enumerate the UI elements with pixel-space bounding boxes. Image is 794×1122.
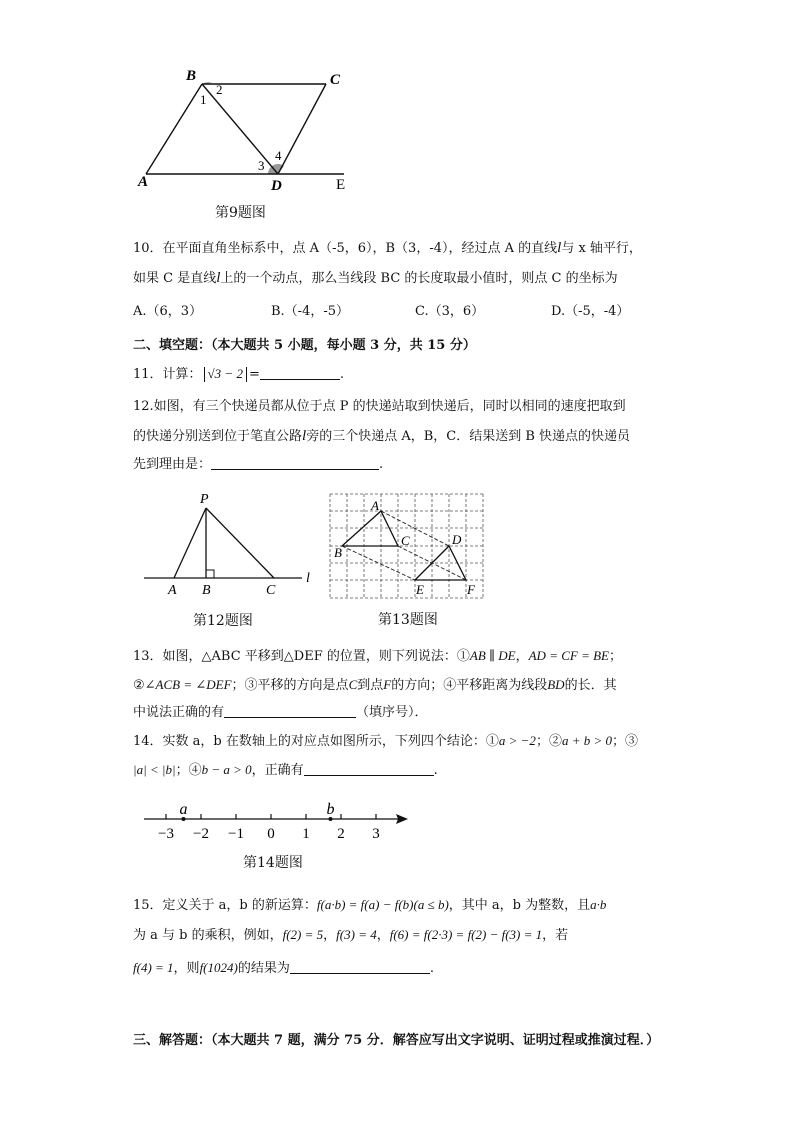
label-2: 2 — [216, 82, 223, 97]
q15-line1: 15．定义关于 a，b 的新运算：f(a·b) = f(a) − f(b)(a ≤ b)，其中 a，b 为整数，且a·b — [133, 897, 607, 913]
section-3-title: 三、解答题：（本大题共 7 题，满分 75 分．解答应写出文字说明、证明过程或推演过程．） — [133, 1033, 660, 1048]
label-4: 4 — [275, 148, 282, 163]
label-a: a — [179, 801, 188, 818]
q12-line1: 12.如图，有三个快递员都从位于点 P 的快递站取到快递后，同时以相同的速度把取到 — [133, 399, 626, 414]
triangle-ABC — [342, 511, 398, 546]
figure-9 — [130, 62, 370, 197]
q14-line1: 14．实数 a，b 在数轴上的对应点如图所示，下列四个结论：①a > −2；②a + b > 0；③ — [133, 733, 639, 749]
q14-line2: |a| < |b|；④b − a > 0，正确有 . — [133, 762, 438, 778]
label-C: C — [266, 583, 276, 598]
q11-abs-expression: √3 − 2 — [204, 367, 247, 382]
q10-line2: 如果 C 是直线l上的一个动点，那么当线段 BC 的长度取最小值时，则点 C 的坐标为 — [133, 270, 618, 286]
label-C: C — [330, 72, 341, 88]
label-A: A — [168, 583, 177, 598]
q13-answer-blank[interactable] — [224, 703, 356, 718]
q11-answer-blank[interactable] — [260, 365, 340, 380]
label-B: B — [334, 545, 342, 560]
q12-answer-blank[interactable] — [211, 455, 379, 470]
label-P: P — [200, 492, 209, 507]
q13-line2: ②∠ACB = ∠DEF；③平移的方向是点C到点F的方向；④平移距离为线段BD的长．其 — [133, 677, 617, 693]
label-B: B — [202, 583, 211, 598]
section-2-title: 二、填空题：（本大题共 5 小题，每小题 3 分，共 15 分） — [133, 338, 476, 353]
tick-label: 3 — [372, 826, 380, 842]
figure-9-caption: 第9题图 — [215, 205, 266, 221]
q13-line3: 中说法正确的有 （填序号）． — [133, 705, 428, 720]
q10-options — [133, 300, 653, 320]
tick-label: −3 — [158, 826, 174, 842]
label-F: F — [467, 582, 475, 597]
q15-answer-blank[interactable] — [290, 959, 430, 974]
figure-12 — [138, 490, 318, 600]
q14-answer-blank[interactable] — [304, 761, 434, 776]
tick-label: 1 — [302, 826, 310, 842]
tick-label: −1 — [228, 826, 244, 842]
label-b: b — [326, 801, 335, 818]
q10-option-b: B.（-4，-5） — [271, 304, 350, 319]
label-3: 3 — [258, 158, 265, 173]
label-l: l — [306, 571, 310, 586]
label-A: A — [371, 498, 379, 513]
figure-12-caption: 第12题图 — [193, 613, 253, 629]
q11-line: 11．计算： √3 − 2 = . — [133, 366, 345, 382]
figure-14-caption: 第14题图 — [243, 855, 303, 871]
q10-option-a: A.（6，3） — [133, 304, 203, 319]
q12-line2: 的快递分别送到位于笔直公路l旁的三个快递点 A，B，C．结果送到 B 快递点的快递员 — [133, 428, 631, 444]
q13-line1: 13．如图，△ABC 平移到△DEF 的位置，则下列说法：①AB ∥ DE，AD = CF = BE； — [133, 648, 622, 664]
segment-BD — [202, 84, 278, 174]
figure-14-number-line — [140, 794, 420, 846]
segment-PA — [174, 508, 206, 578]
q10-line1: 10．在平面直角坐标系中，点 A（-5，6），B（3，-4），经过点 A 的直线l与 x 轴平行， — [133, 240, 642, 256]
figure-13-caption: 第13题图 — [378, 612, 438, 628]
label-A: A — [138, 174, 149, 190]
q10-option-d: D.（-5，-4） — [551, 304, 630, 319]
right-angle-mark — [206, 570, 214, 578]
figure-13 — [328, 490, 490, 602]
q15-line2: 为 a 与 b 的乘积，例如，f(2) = 5，f(3) = 4，f(6) = f(2·3) = f(2) − f(3) = 1，若 — [133, 927, 569, 943]
label-D: D — [452, 532, 462, 547]
q12-line3: 先到理由是： . — [133, 457, 384, 472]
q10-option-c: C.（3，6） — [415, 304, 485, 319]
segment-CD — [278, 84, 326, 174]
label-B: B — [186, 68, 197, 84]
tick-label: 0 — [267, 826, 275, 842]
segment-PC — [206, 508, 274, 578]
label-1: 1 — [200, 92, 207, 107]
tick-label: 2 — [337, 826, 345, 842]
label-E: E — [416, 582, 424, 597]
label-D: D — [271, 178, 282, 194]
q15-line3: f(4) = 1，则f(1024)的结果为 . — [133, 960, 434, 976]
label-C: C — [401, 533, 410, 548]
label-E: E — [336, 177, 346, 193]
tick-label: −2 — [193, 826, 209, 842]
segment-AB — [146, 84, 202, 174]
